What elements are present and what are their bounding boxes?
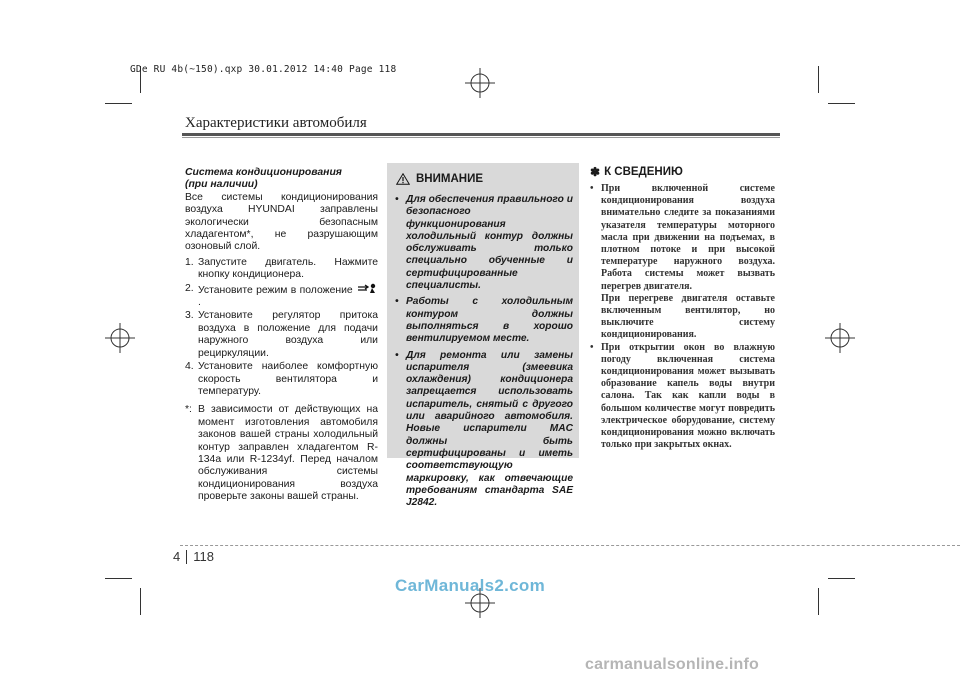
section-subtitle: (при наличии) — [185, 179, 258, 191]
crop-mark — [140, 588, 141, 615]
list-item: • При включенной системе кондиционирования воздуха внимательно следите за показаниями указателя температуры моторного масла при движении на подъемах, в плотном потоке и при высокой температуре наружного воздуха. Работа системы может вызвать перегрев двигателя. При перегреве двигателя оставьте включенным вентилятор, но выключите систему кондиционирования. — [590, 183, 775, 341]
warning-triangle-icon — [396, 173, 410, 185]
section-title: Система кондиционирования — [185, 167, 342, 178]
warning-header — [396, 173, 483, 185]
crop-mark — [818, 588, 819, 615]
crop-mark — [818, 66, 819, 93]
list-item: • Для обеспечения правильного и безопасного функционирования холодильный контур должны обслуживать только специально обученные и сертифицированные специалисты. — [395, 194, 573, 292]
warning-title: ВНИМАНИЕ — [416, 173, 484, 185]
chapter-number: 4 — [173, 549, 181, 564]
header-rule — [182, 133, 780, 136]
crop-mark — [105, 103, 132, 104]
list-item: 4. Установите наиболее комфортную скорость вентилятора и температуру. — [185, 361, 378, 397]
print-slug: GDe RU 4b(~150).qxp 30.01.2012 14:40 Page 118 — [130, 64, 397, 75]
page-number — [173, 549, 214, 564]
list-item: 3. Установите регулятор притока воздуха в положение для подачи наружного воздуха или рециркуляции. — [185, 310, 378, 359]
face-vent-mode-icon — [356, 283, 378, 295]
crop-mark — [828, 103, 855, 104]
list-item: 2. Установите режим в положение . — [185, 283, 378, 310]
list-item: • Работы с холодильным контуром должны выполняться в хорошо вентилируемом месте. — [395, 296, 573, 345]
registration-mark-icon — [825, 323, 855, 353]
watermark-top[interactable]: CarManuals2.com — [395, 576, 545, 595]
list-item: • При открытии окон во влажную погоду включенная система кондиционирования может вызывать образование капель воды внутри салона. Так как капли воды в большом количестве могут повредить электрическое оборудование, систему кондиционирования можно включать только при закрытых окнах. — [590, 341, 775, 451]
steps-list — [185, 257, 378, 398]
watermark-bottom[interactable]: carmanualsonline.info — [585, 656, 760, 673]
ac-section — [185, 167, 378, 504]
footnote: *: В зависимости от действующих на момент изготовления автомобиля законов вашей страны холодильный контур заправлен хладагентом R-134a или R-1234yf. Перед началом обслуживания системы кондиционирования воздуха проверьте законы вашей страны. — [185, 404, 378, 503]
info-section — [590, 165, 775, 451]
header-rule — [182, 137, 780, 138]
info-list — [590, 183, 775, 451]
list-item: • Для ремонта или замены испарителя (змеевика охлаждения) кондиционера запрещается использовать испаритель, снятый с другого или аварийного автомобиля. Новые испарители MAC должны быть сертифицированы и иметь соответствующую маркировку, как отвечающие требованиям стандарта SAE J2842. — [395, 349, 573, 509]
note-star-icon: ✽ — [590, 165, 601, 179]
crop-mark — [105, 578, 132, 579]
page-header-title: Характеристики автомобиля — [185, 115, 367, 131]
list-item: 1. Запустите двигатель. Нажмите кнопку кондиционера. — [185, 256, 378, 281]
intro-paragraph: Все системы кондиционирования воздуха HYUNDAI заправлены экологически безопасным хладагентом*, не разрушающим озоновый слой. — [185, 191, 378, 253]
info-title: ✽ К СВЕДЕНИЮ — [590, 165, 683, 179]
registration-mark-icon — [105, 323, 135, 353]
warning-list — [395, 194, 573, 513]
registration-mark-icon — [465, 68, 495, 98]
footer-rule — [180, 545, 960, 546]
crop-mark — [828, 578, 855, 579]
page-number-value: 118 — [193, 549, 214, 564]
warning-box — [387, 163, 579, 509]
